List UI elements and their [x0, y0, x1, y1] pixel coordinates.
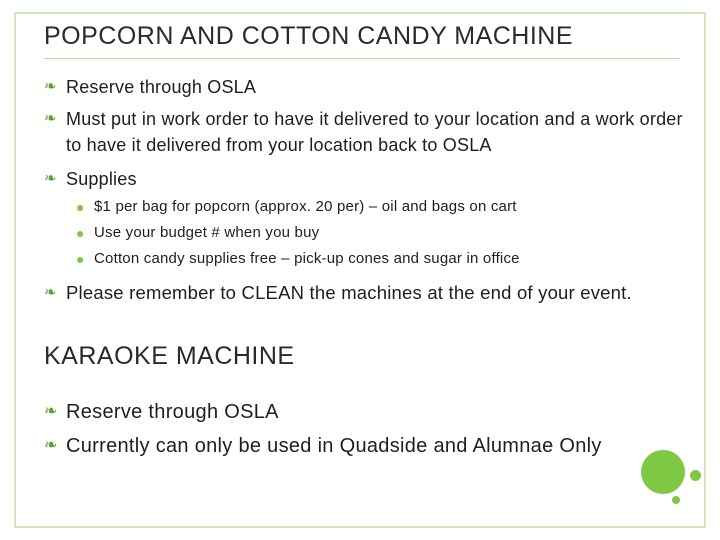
frame-bottom-border: [14, 526, 706, 528]
list-item-text: Reserve through OSLA: [66, 401, 279, 423]
sub-list-item-text: Cotton candy supplies free – pick-up cones and sugar in office: [94, 250, 520, 267]
dot-bullet-icon: ●: [76, 251, 85, 267]
section-title-popcorn: POPCORN AND COTTON CANDY MACHINE: [44, 22, 574, 50]
list-item-text: Reserve through OSLA: [66, 77, 257, 97]
leaf-bullet-icon: ❧: [44, 170, 57, 187]
frame-left-border: [14, 12, 16, 528]
section-title-karaoke: KARAOKE MACHINE: [44, 342, 295, 370]
list-item-text: Please remember to CLEAN the machines at the end of your event.: [66, 282, 632, 303]
decorative-circle-tiny: [672, 496, 680, 504]
leaf-bullet-icon: ❧: [44, 284, 57, 301]
list-item-text: Currently can only be used in Quadside and Alumnae Only: [66, 435, 602, 457]
dot-bullet-icon: ●: [76, 225, 85, 241]
list-item-text: Must put in work order to have it delivered to your location and a work order to have it delivered from your location back to OSLA: [66, 109, 683, 155]
leaf-bullet-icon: ❧: [44, 110, 57, 127]
frame-right-border: [704, 12, 706, 528]
decorative-circle-small: [690, 470, 701, 481]
sub-list-item-text: $1 per bag for popcorn (approx. 20 per) – oil and bags on cart: [94, 198, 517, 215]
list-item-text: Supplies: [66, 169, 137, 189]
dot-bullet-icon: ●: [76, 199, 85, 215]
title-underline: [44, 58, 680, 59]
leaf-bullet-icon: ❧: [44, 403, 58, 420]
sub-list-item-text: Use your budget # when you buy: [94, 224, 320, 241]
frame-top-border: [14, 12, 706, 14]
leaf-bullet-icon: ❧: [44, 78, 57, 95]
leaf-bullet-icon: ❧: [44, 437, 58, 454]
